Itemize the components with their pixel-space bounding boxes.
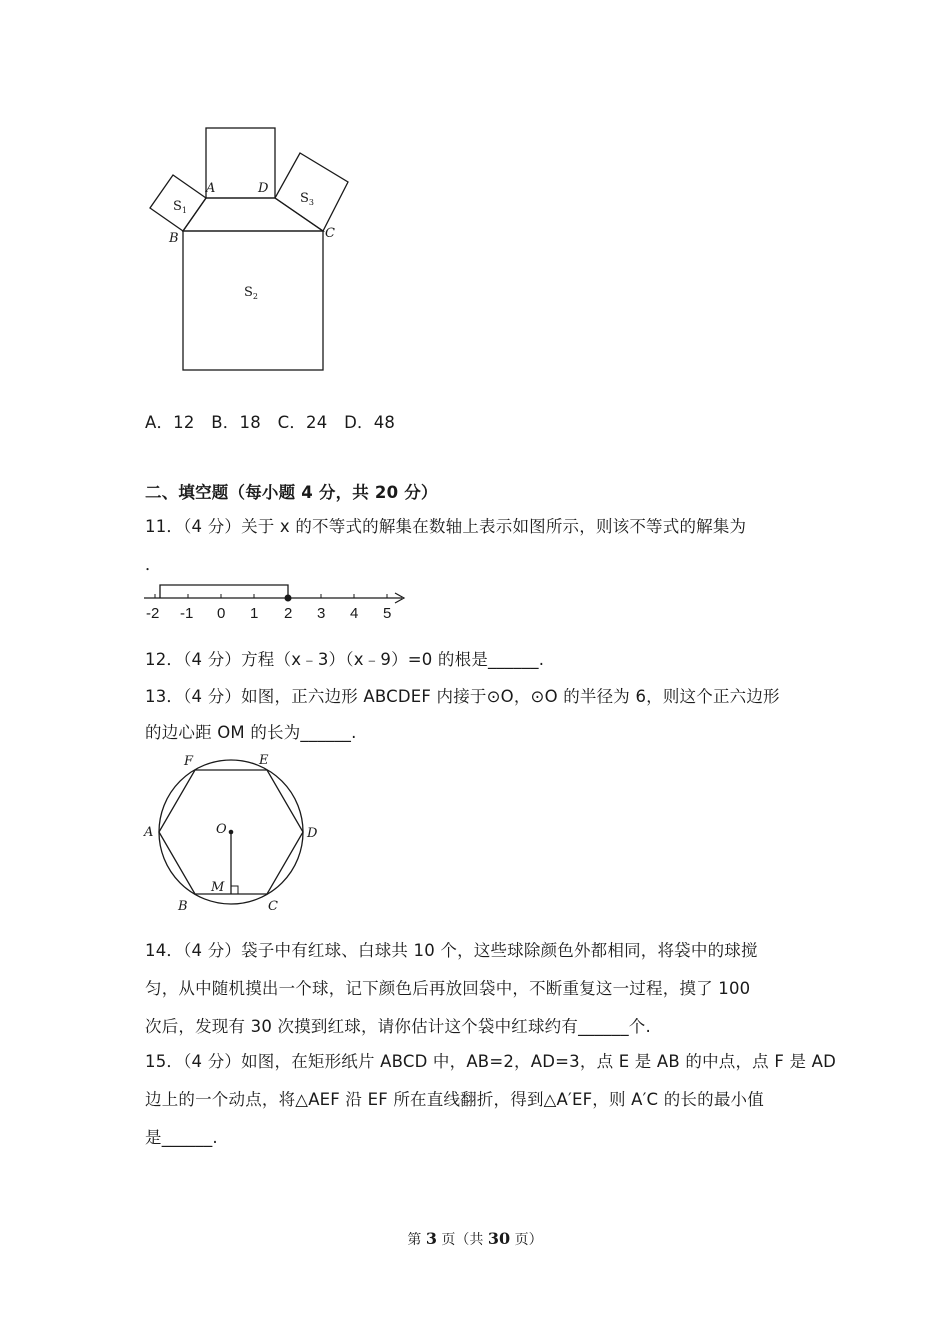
label-c: C [268, 899, 278, 914]
label-e: E [259, 753, 269, 768]
footer-post: 页） [510, 1232, 543, 1248]
q12-line1: 12．（4 分）方程（x﹣3）（x﹣9）=0 的根是______. [145, 650, 545, 669]
tick-label: -1 [180, 605, 194, 622]
label-a: A [144, 825, 154, 840]
label-f: F [184, 754, 194, 769]
footer-page-number: 3 [425, 1229, 437, 1248]
label-c: C [325, 226, 335, 241]
label-a: A [206, 181, 216, 196]
label-s1: $S_1$ [173, 199, 187, 215]
q11-line1: 11．（4 分）关于 x 的不等式的解集在数轴上表示如图所示，则该不等式的解集为 [145, 517, 747, 536]
q15-line2: 边上的一个动点，将△AEF 沿 EF 所在直线翻折，得到△A′EF，则 A′C 的长的最小值 [145, 1090, 764, 1109]
square-s3 [275, 153, 348, 231]
page-footer [0, 1229, 950, 1249]
tick-label: -2 [146, 605, 160, 622]
label-b: B [169, 231, 179, 246]
section2-title: 二、填空题（每小题 4 分，共 20 分） [145, 483, 438, 502]
q10-options: A．12 B．18 C．24 D．48 [145, 413, 396, 432]
footer-mid: 页（共 [436, 1232, 488, 1248]
q11-line2: ． [145, 555, 162, 574]
q14-line1: 14．（4 分）袋子中有红球、白球共 10 个，这些球除颜色外都相同，将袋中的球搅 [145, 941, 758, 960]
tick-label: 0 [217, 605, 226, 622]
footer-total-pages: 30 [487, 1229, 511, 1248]
q14-line3: 次后，发现有 30 次摸到红球，请你估计这个袋中红球约有______个. [145, 1017, 651, 1036]
footer-pre: 第 [407, 1232, 426, 1248]
tick-label: 3 [317, 605, 326, 622]
figure-hexagon [140, 748, 330, 918]
tick-label: 5 [383, 605, 392, 622]
figure-squares [140, 120, 360, 380]
q13-line1: 13．（4 分）如图，正六边形 ABCDEF 内接于⊙O，⊙O 的半径为 6，则这个正六边形 [145, 687, 780, 706]
tick-label: 1 [250, 605, 259, 622]
label-b: B [178, 899, 188, 914]
label-s3: $S_3$ [300, 191, 314, 207]
label-d: D [258, 181, 269, 196]
q14-line2: 匀，从中随机摸出一个球，记下颜色后再放回袋中，不断重复这一过程，摸了 100 [145, 979, 751, 998]
label-m: M [211, 880, 225, 895]
q15-line3: 是______. [145, 1128, 218, 1147]
label-d: D [307, 826, 318, 841]
tick-label: 2 [284, 605, 293, 622]
q15-line1: 15．（4 分）如图，在矩形纸片 ABCD 中，AB=2，AD=3，点 E 是 AB 的中点，点 F 是 AD [145, 1052, 836, 1071]
label-s2: $S_2$ [244, 285, 258, 301]
label-o: O [216, 822, 227, 837]
tick-label: 4 [350, 605, 359, 622]
number-line [140, 578, 410, 628]
q13-line2: 的边心距 OM 的长为______. [145, 723, 357, 742]
